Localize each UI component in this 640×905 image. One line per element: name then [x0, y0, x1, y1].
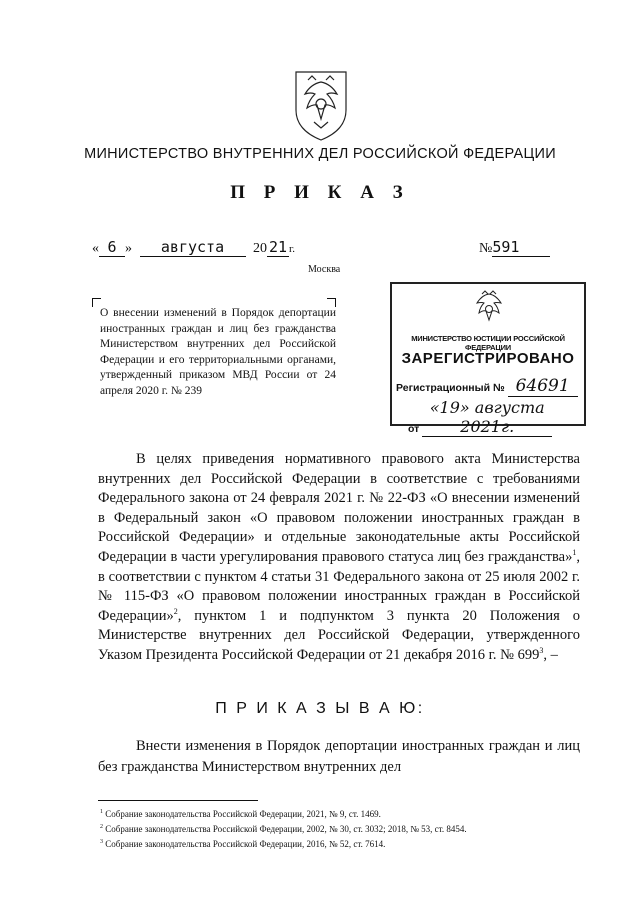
date-year-unit: г.: [289, 243, 296, 255]
directive-paragraph: Внести изменения в Порядок депортации иностранных граждан и лиц без гражданства Министерством внутренних дел: [98, 738, 580, 775]
date-close-quote: »: [125, 241, 132, 256]
order-number: [479, 238, 550, 257]
stamp-date: [408, 398, 552, 437]
footnote-mark-3: 3: [539, 646, 544, 656]
footnote-mark-2: 2: [173, 606, 178, 616]
stamp-date-label: от: [408, 423, 420, 435]
order-directive: П Р И К А З Ы В А Ю:: [215, 700, 425, 717]
stamp-reg-number-label: Регистрационный №: [396, 382, 505, 394]
footnote-divider: [98, 800, 258, 801]
footnote-mark-1: 1: [572, 548, 577, 558]
date-open-quote: «: [92, 241, 99, 256]
date-day: 6: [99, 238, 125, 257]
preamble-paragraph: [98, 450, 580, 666]
stamp-ministry: МИНИСТЕРСТВО ЮСТИЦИИ РОССИЙСКОЙ ФЕДЕРАЦИИ: [411, 334, 565, 352]
footnote-text: Собрание законодательства Российской Федерации, 2002, № 30, ст. 3032; 2018, № 53, ст. 8454.: [105, 824, 467, 835]
date-year-suffix: 21: [268, 238, 288, 256]
date-year-prefix: 20: [253, 241, 267, 256]
date-month: августа: [140, 238, 246, 257]
preamble-part-4: , –: [543, 646, 558, 663]
preamble-part-2: , в соответствии с пунктом 4 статьи 31 Федерального закона от 25 июля 2002 г. № 115-ФЗ «О правовом положении иностранных граждан в Российской Федерации»: [98, 548, 580, 624]
registration-stamp: [390, 282, 586, 436]
footnote-item: [100, 806, 570, 821]
coat-of-arms-icon: [290, 64, 352, 144]
stamp-reg-number-value: 64691: [508, 376, 578, 397]
footnote-text: Собрание законодательства Российской Федерации, 2016, № 52, ст. 7614.: [105, 839, 386, 850]
footnotes: [100, 806, 570, 852]
footnote-mark: 1: [100, 809, 103, 815]
number-label: №: [479, 241, 493, 256]
order-subject: О внесении изменений в Порядок депортации иностранных граждан и лиц без гражданства Министерством внутренних дел Российской Федерации и его территориальными органами, утвержденный приказом МВД России от 24 апреля 2020 г. № 239: [100, 307, 336, 397]
order-date: [92, 238, 295, 257]
footnote-mark: 2: [100, 824, 103, 831]
footnote-text: Собрание законодательства Российской Федерации, 2021, № 9, ст. 1469.: [105, 809, 381, 819]
order-title: П Р И К А З: [230, 182, 410, 203]
stamp-reg-number: [396, 376, 578, 397]
stamp-emblem-icon: [472, 290, 506, 328]
number-value: 591: [492, 238, 550, 257]
footnote-mark: 3: [100, 839, 103, 846]
city: Москва: [308, 264, 341, 275]
footnote-item: [100, 836, 570, 851]
preamble-part-1: В целях приведения нормативного правового акта Министерства внутренних дел Российской Федерации в соответствие с требованиями Федерального закона от 24 февраля 2021 г. № 22-ФЗ «О внесении изменений в Федеральный закон «О правовом положении иностранных граждан в Российской Федерации» и отдельные законодательные акты Российской Федерации в части урегулирования правового статуса лиц без гражданства»: [98, 451, 580, 565]
ministry-name: МИНИСТЕРСТВО ВНУТРЕННИХ ДЕЛ РОССИЙСКОЙ ФЕДЕРАЦИИ: [84, 146, 556, 162]
stamp-registered: ЗАРЕГИСТРИРОВАНО: [401, 350, 575, 367]
stamp-date-value: «19» августа 2021г.: [422, 398, 552, 437]
footnote-item: [100, 821, 570, 836]
preamble-part-3: , пунктом 1 и подпунктом 3 пункта 20 Положения о Министерстве внутренних дел Российской Федерации, утвержденного Указом Президента Российской Федерации от 21 декабря 2016 г. № 699: [98, 607, 580, 663]
